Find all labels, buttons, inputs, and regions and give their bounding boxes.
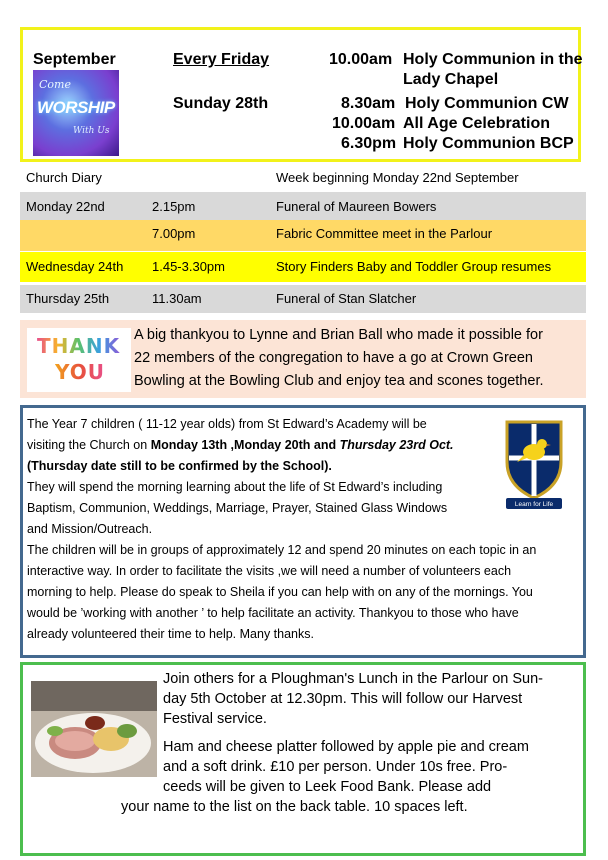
diary-row — [20, 192, 586, 220]
year7-visit-box — [20, 405, 586, 658]
text-line: already volunteered their time to help. Many thanks. — [27, 627, 314, 641]
thank-you-box — [20, 320, 586, 398]
food-plate-icon — [31, 681, 157, 777]
text-line: interactive way. In order to facilitate the visits ,we will need a number of volunteers each — [27, 564, 512, 578]
text-line: They will spend the morning learning about the life of St Edward’s including — [27, 480, 443, 494]
diary-event: Funeral of Maureen Bowers — [276, 199, 437, 214]
text-line: Baptism, Communion, Weddings, Marriage, Prayer, Stained Glass Windows — [27, 501, 448, 515]
service-name: Holy Communion in the — [403, 51, 583, 68]
text-line: Bowling at the Bowling Club and enjoy tea and scones together. — [134, 373, 544, 389]
text-line: Join others for a Ploughman's Lunch in the Parlour on Sun- — [163, 671, 543, 687]
text-span: visiting the Church on — [27, 438, 151, 452]
thank-you-image — [27, 328, 131, 392]
thank-word: THANK — [37, 334, 121, 358]
worship-image-text: With Us — [73, 126, 110, 136]
thank-you-text — [134, 324, 544, 393]
diary-title: Church Diary — [26, 170, 102, 185]
diary-event: Fabric Committee meet in the Parlour — [276, 226, 493, 241]
ploughmans-lunch-photo — [31, 681, 157, 777]
text-line: 22 members of the congregation to have a go at Crown Green — [134, 350, 533, 366]
text-line: morning to help. Please do speak to Sheila if you can help with on any of the mornings. You — [27, 585, 533, 599]
diary-day: Thursday 25th — [26, 291, 110, 306]
visit-dates: Monday 13th ,Monday 20th and — [150, 438, 340, 452]
service-name: All Age Celebration — [403, 115, 550, 132]
school-crest-logo — [503, 418, 565, 510]
diary-time: 1.45-3.30pm — [152, 259, 225, 274]
you-word: YOU — [55, 360, 106, 384]
crest-motto: Learn for Life — [514, 501, 554, 508]
text-line: and Mission/Outreach. — [27, 522, 153, 536]
text-line: and a soft drink. £10 per person. Under 10s free. Pro- — [163, 759, 508, 775]
diary-time: 11.30am — [152, 291, 202, 306]
text-line: Ham and cheese platter followed by apple pie and cream — [163, 739, 529, 755]
month-heading: September — [33, 51, 116, 68]
crest-shield-icon — [503, 418, 565, 510]
text-line: A big thankyou to Lynne and Brian Ball who made it possible for — [134, 327, 543, 343]
text-line: your name to the list on the back table. 10 spaces left. — [121, 799, 468, 815]
diary-week: Week beginning Monday 22nd September — [276, 170, 519, 185]
text-line: (Thursday date still to be confirmed by the School). — [27, 459, 332, 473]
text-line: day 5th October at 12.30pm. This will follow our Harvest — [163, 691, 523, 707]
ploughmans-lunch-box — [20, 662, 586, 856]
year7-text — [27, 414, 583, 645]
worship-image-text: WORSHIP — [37, 98, 115, 117]
service-name: Holy Communion BCP — [403, 135, 574, 152]
diary-day: Wednesday 24th — [26, 259, 124, 274]
visit-date-italic: Thursday 23rd Oct. — [339, 438, 454, 452]
diary-header — [20, 170, 586, 190]
diary-time: 2.15pm — [152, 199, 196, 214]
text-line: The children will be in groups of approximately 12 and spend 20 minutes on each topic in an — [27, 543, 537, 557]
diary-time: 7.00pm — [152, 226, 196, 241]
service-day: Every Friday — [173, 51, 270, 68]
service-name: Lady Chapel — [403, 71, 499, 88]
diary-row — [20, 252, 586, 282]
text-line: The Year 7 children ( 11-12 year olds) from St Edward’s Academy will be — [27, 417, 427, 431]
diary-row — [20, 220, 586, 251]
worship-image-text: Come — [39, 78, 71, 91]
diary-row — [20, 285, 586, 313]
text-line: would be ’working with another ’ to help facilitate an activity. Thankyou to those who have — [27, 606, 519, 620]
service-time: 6.30pm — [341, 135, 397, 152]
text-line: ceeds will be given to Leek Food Bank. Please add — [163, 779, 492, 795]
text-line — [27, 435, 583, 456]
come-worship-image — [33, 70, 119, 156]
service-time: 10.00am — [332, 115, 396, 132]
service-time: 8.30am — [341, 95, 396, 112]
services-box — [20, 27, 581, 162]
service-time: 10.00am — [329, 51, 393, 68]
diary-event: Story Finders Baby and Toddler Group resumes — [276, 259, 552, 274]
diary-day: Monday 22nd — [26, 199, 105, 214]
service-name: Holy Communion CW — [405, 95, 569, 112]
text-line: Festival service. — [163, 711, 267, 727]
diary-event: Funeral of Stan Slatcher — [276, 291, 417, 306]
service-day: Sunday 28th — [173, 95, 269, 112]
